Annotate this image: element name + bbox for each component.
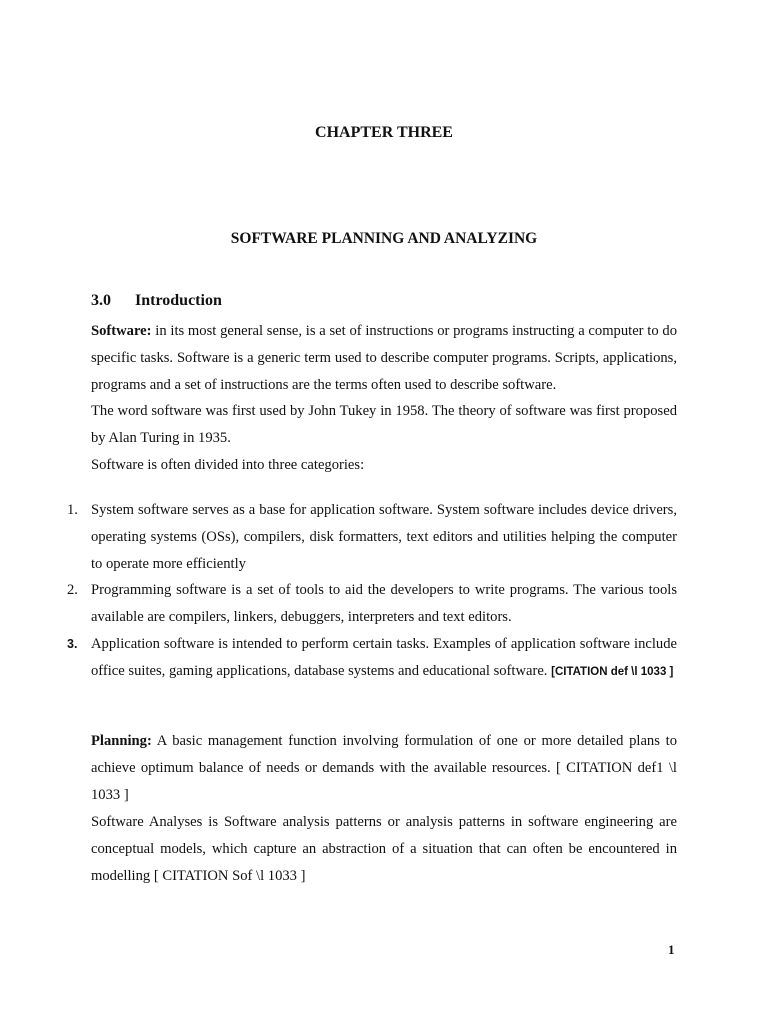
main-title: SOFTWARE PLANNING AND ANALYZING xyxy=(230,230,538,247)
chapter-title: CHAPTER THREE xyxy=(315,124,453,141)
planning-label: Planning: xyxy=(91,733,152,749)
page-number: 1 xyxy=(668,942,675,957)
software-categories-list xyxy=(0,497,768,686)
list-item-text: System software serves as a base for application software. System software includes device drivers, operating systems (OSs), compilers, disk formatters, text editors and utilities helping the computer to operate more efficiently xyxy=(91,502,677,572)
citation-field: [CITATION def \l 1033 ] xyxy=(551,665,674,678)
list-item xyxy=(0,631,768,686)
list-marker: 3. xyxy=(67,636,78,651)
section-heading xyxy=(91,292,222,310)
list-item-text: Application software is intended to perform certain tasks. Examples of application software include office suites, gaming applications, database systems and educational software. xyxy=(91,635,677,679)
software-history-paragraph: The word software was first used by John Tukey in 1958. The theory of software was first proposed by Alan Turing in 1935. xyxy=(91,403,677,446)
list-item xyxy=(0,497,768,577)
software-definition-paragraph xyxy=(91,318,677,399)
list-item-text: Programming software is a set of tools to aid the developers to write programs. The various tools available are compilers, linkers, debuggers, interpreters and text editors. xyxy=(91,582,677,626)
list-marker: 2. xyxy=(67,582,78,599)
section-title: Introduction xyxy=(135,292,222,309)
list-marker: 1. xyxy=(67,502,78,518)
analysis-paragraph: Software Analyses is Software analysis patterns or analysis patterns in software engineering are conceptual models, which capture an abstraction of a situation that can often be encountered in modelling [ CITATION Sof \l 1033 ] xyxy=(91,814,677,884)
planning-text: A basic management function involving formulation of one or more detailed plans to achieve optimum balance of needs or demands with the available resources. [ CITATION def1 \l 1033 ] xyxy=(91,733,677,803)
software-definition-text: in its most general sense, is a set of instructions or programs instructing a computer to do specific tasks. Software is a generic term used to describe computer programs. Scripts, applications, programs and a set of instructions are the terms often used to describe software. xyxy=(91,323,677,393)
planning-paragraph xyxy=(91,728,677,809)
section-number: 3.0 xyxy=(91,292,111,309)
list-item xyxy=(0,577,768,631)
software-label: Software: xyxy=(91,323,152,339)
list-item-body xyxy=(91,631,677,686)
categories-lead-paragraph: Software is often divided into three categories: xyxy=(91,457,365,473)
